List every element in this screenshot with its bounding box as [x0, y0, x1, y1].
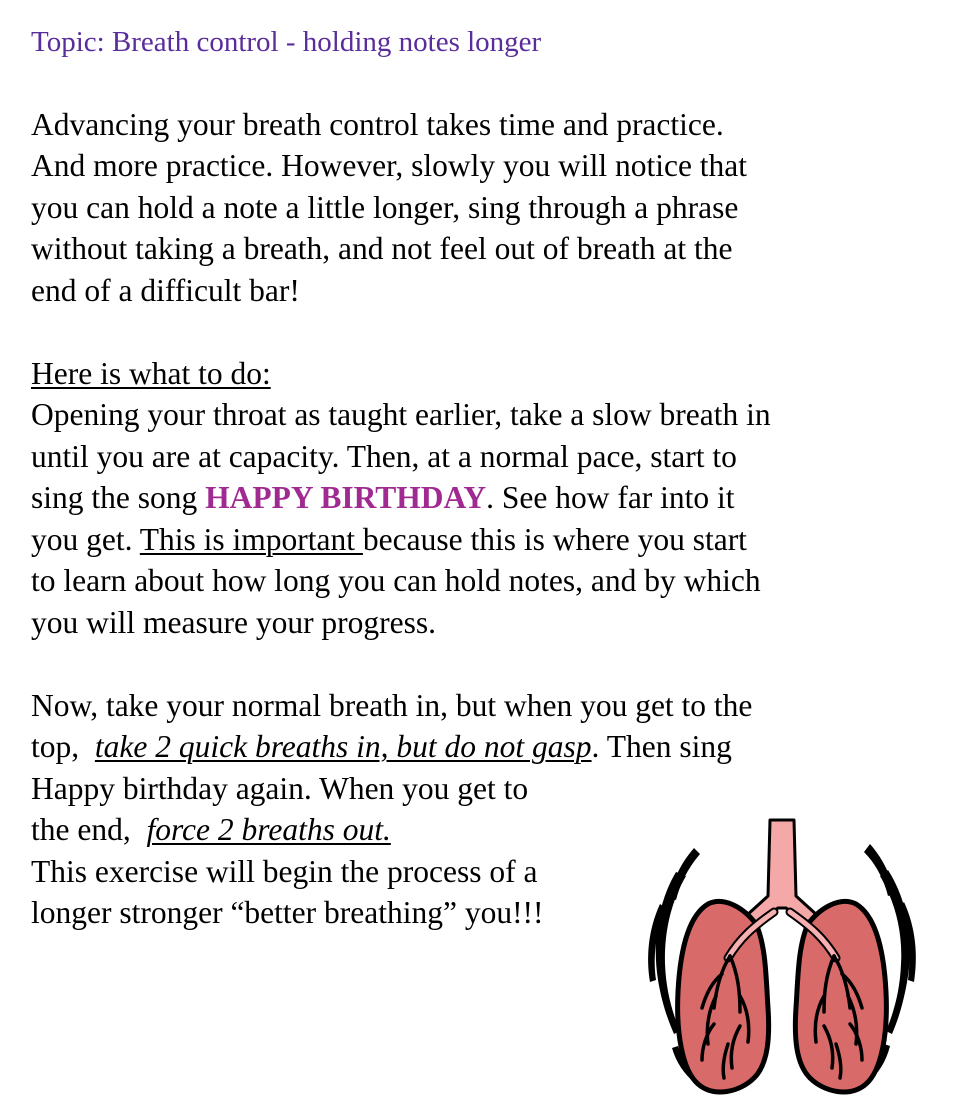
force-out-emphasis: force 2 breaths out.	[146, 812, 391, 847]
instructions-paragraph	[31, 353, 931, 644]
trachea	[746, 820, 818, 926]
instructions-line: to learn about how long you can hold notes, and by which	[31, 563, 761, 598]
instructions-line: until you are at capacity. Then, at a normal pace, start to	[31, 438, 737, 474]
spacer	[31, 62, 931, 104]
instructions-text: because this is where you start	[362, 521, 747, 557]
instructions-text: you get.	[31, 521, 140, 557]
document-page	[31, 22, 931, 934]
instructions-heading-text: Here is what to do:	[31, 355, 271, 391]
instructions-line: Opening your throat as taught earlier, take a slow breath in	[31, 397, 771, 432]
intro-line: end of a difficult bar!	[31, 272, 300, 308]
instructions-text: sing the song	[31, 480, 206, 515]
exercise-line: This exercise will begin the process of a	[31, 853, 538, 889]
exercise-text: the end,	[31, 812, 147, 847]
important-underline: This is important	[139, 521, 363, 557]
instructions-line	[31, 519, 931, 561]
exercise-text: . Then sing	[591, 729, 732, 764]
intro-paragraph	[31, 104, 931, 312]
intro-line: without taking a breath, and not feel out of breath at the	[31, 231, 733, 266]
quick-breaths-emphasis: take 2 quick breaths in, but do not gasp	[94, 729, 592, 764]
exercise-line: Happy birthday again. When you get to	[31, 770, 529, 806]
instructions-line: you will measure your progress.	[31, 604, 437, 640]
exercise-line: Now, take your normal breath in, but when you get to the	[31, 687, 753, 723]
song-name-highlight: HAPPY BIRTHDAY	[205, 480, 487, 515]
intro-line: Advancing your breath control takes time and practice.	[31, 106, 724, 142]
instructions-line	[31, 477, 931, 519]
spacer	[31, 643, 931, 685]
intro-line: you can hold a note a little longer, sing through a phrase	[31, 189, 739, 225]
topic-heading	[31, 22, 931, 62]
lungs-icon	[636, 812, 926, 1107]
topic-text: Topic: Breath control - holding notes longer	[31, 26, 542, 58]
exercise-line	[31, 726, 931, 768]
intro-line: And more practice. However, slowly you will notice that	[31, 148, 748, 183]
spacer	[31, 311, 931, 353]
exercise-line: longer stronger “better breathing” you!!!	[31, 895, 544, 930]
instructions-text: . See how far into it	[486, 480, 735, 515]
exercise-text: top,	[31, 729, 95, 764]
instructions-heading	[31, 353, 931, 395]
